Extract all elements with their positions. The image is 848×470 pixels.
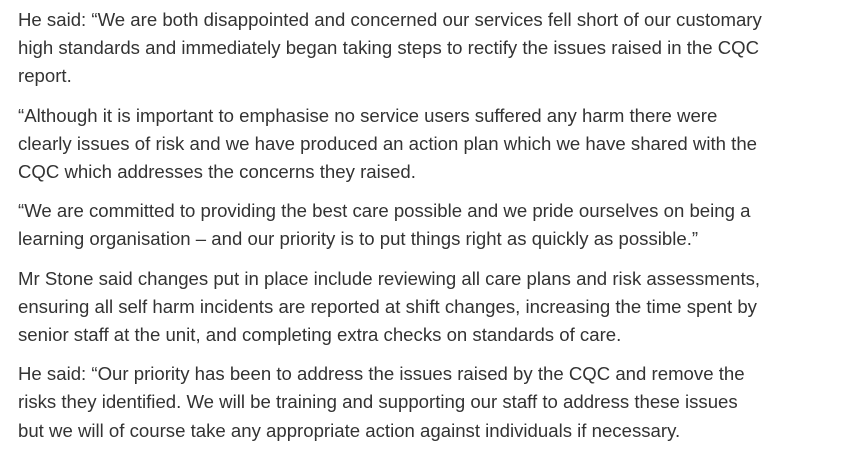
paragraph-line: “Although it is important to emphasise no service users suffered any harm there were xyxy=(18,104,718,126)
paragraph-line: report. xyxy=(18,65,72,87)
paragraph-line: CQC which addresses the concerns they raised. xyxy=(18,161,416,183)
paragraph xyxy=(18,265,828,350)
paragraph-line: senior staff at the unit, and completing extra checks on standards of care. xyxy=(18,324,622,346)
paragraph-line: risks they identified. We will be training and supporting our staff to address these issues xyxy=(18,391,738,413)
paragraph-line: learning organisation – and our priority is to put things right as quickly as possible.” xyxy=(18,228,699,250)
paragraph-line: He said: “Our priority has been to address the issues raised by the CQC and remove the xyxy=(18,363,745,385)
paragraph-line: “We are committed to providing the best care possible and we pride ourselves on being a xyxy=(18,200,751,222)
paragraph-line: He said: “We are both disappointed and concerned our services fell short of our customary xyxy=(18,9,762,30)
paragraph-line: Mr Stone said changes put in place include reviewing all care plans and risk assessments, xyxy=(18,267,761,289)
paragraph-line: clearly issues of risk and we have produced an action plan which we have shared with the xyxy=(18,132,758,154)
paragraph-line: ensuring all self harm incidents are reported at shift changes, increasing the time spent by xyxy=(18,295,757,317)
paragraph xyxy=(18,197,828,253)
paragraph-line: high standards and immediately began taking steps to rectify the issues raised in the CQC xyxy=(18,37,760,59)
paragraph xyxy=(18,6,828,91)
paragraph-line: but we will of course take any appropriate action against individuals if necessary. xyxy=(18,419,681,441)
paragraph xyxy=(18,102,828,187)
paragraph xyxy=(18,360,828,445)
